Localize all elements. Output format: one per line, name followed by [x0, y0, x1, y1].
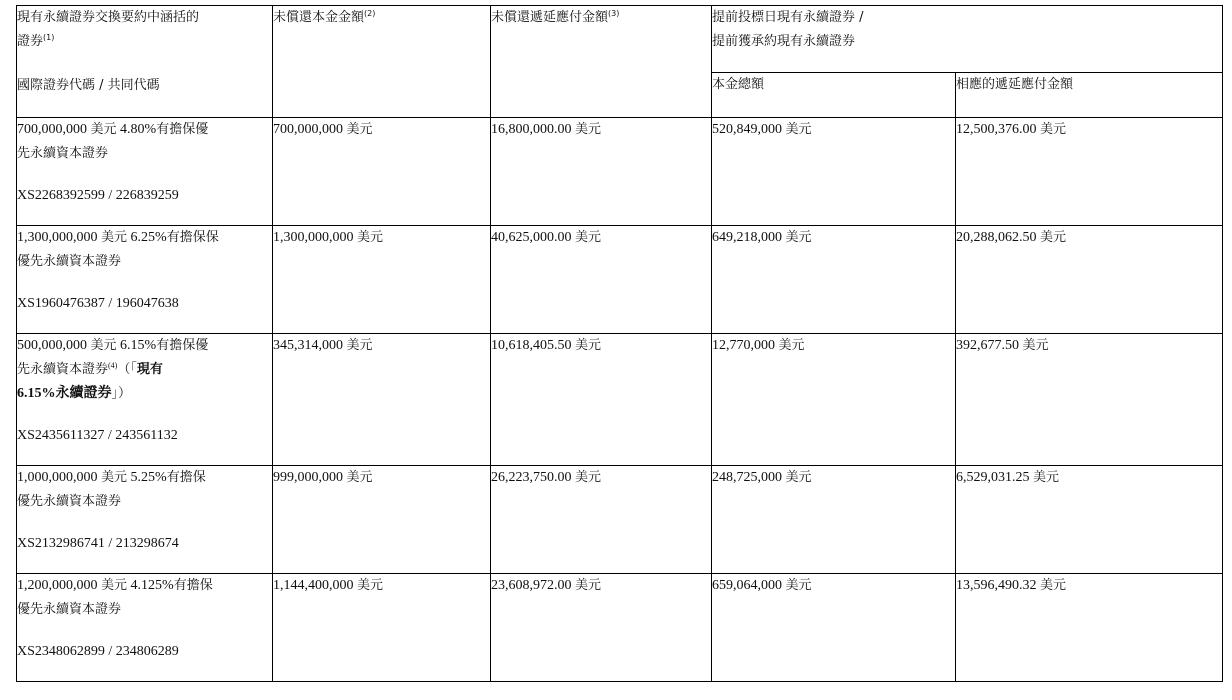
isin-code: XS2268392599 / 226839259 — [17, 188, 179, 203]
outstanding-deferred-cell: 40,625,000.00 美元 — [491, 226, 712, 334]
outstanding-principal-cell: 1,300,000,000 美元 — [273, 226, 491, 334]
header-corresponding-deferred: 相應的遞延應付金額 — [956, 72, 1223, 117]
table-row — [17, 574, 1223, 682]
security-cell: 1,000,000,000 美元 5.25%有擔保 優先永續資本證券 XS2132986741 / 213298674 — [17, 466, 273, 574]
outstanding-principal-cell: 700,000,000 美元 — [273, 118, 491, 226]
outstanding-deferred-cell: 10,618,405.50 美元 — [491, 334, 712, 466]
early-deferred-cell: 20,288,062.50 美元 — [956, 226, 1223, 334]
table-row — [17, 118, 1223, 226]
outstanding-deferred-cell: 23,608,972.00 美元 — [491, 574, 712, 682]
outstanding-principal-cell: 1,144,400,000 美元 — [273, 574, 491, 682]
early-deferred-cell: 12,500,376.00 美元 — [956, 118, 1223, 226]
header-early-tender-group: 提前投標日現有永續證券 / 提前獲承約現有永續證券 — [712, 6, 1223, 73]
header-outstanding-deferred: 未償還遞延應付金額$^{(3)}$ — [491, 6, 712, 118]
security-cell: 700,000,000 美元 4.80%有擔保優 先永續資本證券 XS2268392599 / 226839259 — [17, 118, 273, 226]
outstanding-deferred-cell: 16,800,000.00 美元 — [491, 118, 712, 226]
early-principal-cell: 649,218,000 美元 — [712, 226, 956, 334]
early-principal-cell: 248,725,000 美元 — [712, 466, 956, 574]
early-principal-cell: 659,064,000 美元 — [712, 574, 956, 682]
outstanding-principal-cell: 999,000,000 美元 — [273, 466, 491, 574]
header-code-label: 國際證券代碼 / 共同代碼 — [17, 78, 160, 93]
isin-code: XS2132986741 / 213298674 — [17, 536, 179, 551]
security-cell: 1,200,000,000 美元 4.125%有擔保 優先永續資本證券 XS2348062899 / 234806289 — [17, 574, 273, 682]
isin-code: XS2435611327 / 243561132 — [17, 428, 178, 443]
table-row — [17, 226, 1223, 334]
early-deferred-cell: 6,529,031.25 美元 — [956, 466, 1223, 574]
security-cell: 1,300,000,000 美元 6.25%有擔保保 優先永續資本證券 XS1960476387 / 196047638 — [17, 226, 273, 334]
header-row-1 — [17, 6, 1223, 73]
early-principal-cell: 520,849,000 美元 — [712, 118, 956, 226]
perpetual-securities-table — [16, 5, 1223, 682]
isin-code: XS1960476387 / 196047638 — [17, 296, 179, 311]
table-row — [17, 466, 1223, 574]
early-deferred-cell: 392,677.50 美元 — [956, 334, 1223, 466]
header-outstanding-principal: 未償還本金金額$^{(2)}$ — [273, 6, 491, 118]
outstanding-principal-cell: 345,314,000 美元 — [273, 334, 491, 466]
early-principal-cell: 12,770,000 美元 — [712, 334, 956, 466]
isin-code: XS2348062899 / 234806289 — [17, 644, 179, 659]
early-deferred-cell: 13,596,490.32 美元 — [956, 574, 1223, 682]
header-aggregate-principal: 本金總額 — [712, 72, 956, 117]
table-row — [17, 334, 1223, 466]
header-security: 現有永續證券交換要約中涵括的 證券$^{(1)}$ 國際證券代碼 / 共同代碼 — [17, 6, 273, 118]
security-cell: 500,000,000 美元 6.15%有擔保優 先永續資本證券$^{(4)}$（「現有 6.15%永續證券」） XS2435611327 / 243561132 — [17, 334, 273, 466]
outstanding-deferred-cell: 26,223,750.00 美元 — [491, 466, 712, 574]
